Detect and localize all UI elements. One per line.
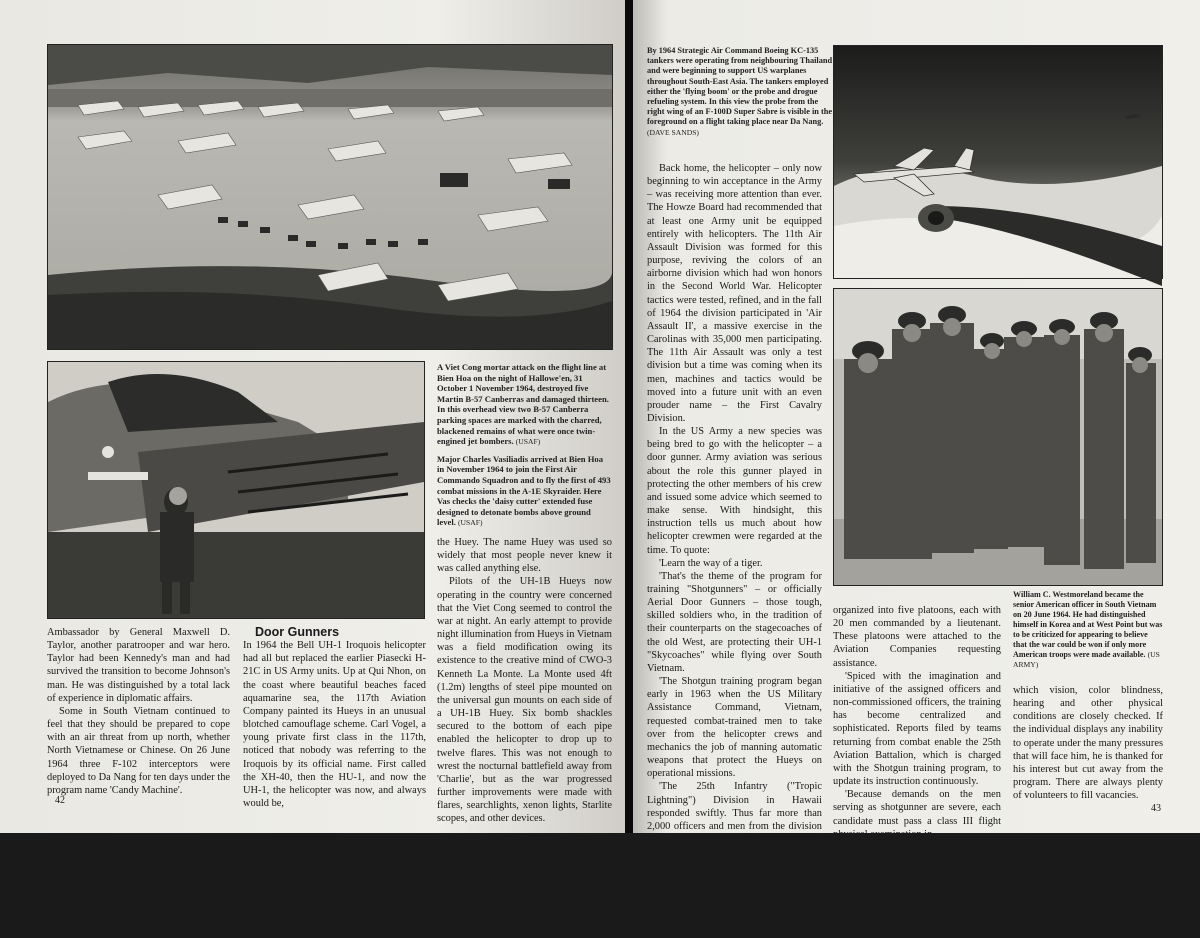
right-column-1: Back home, the helicopter – only now beginning to win acceptance in the Army – was receiving more attention than ever. The Howze Board had recommended that at least one Army unit be equipped entirely with helicopters. The 11th Air Assault Division was formed for this purpose, reviving the colors of an airborne division which had won honors in the Second World War. Helicopter tactics were tested, refined, and in the fall of 1964 the division participated in 'Air Assault II', a massive exercise in the Carolinas with 35,000 men participating. The 11th Air Assault was only a test division but a time was coming when its men, machines and tactics would be moved into a future unit with an even prouder name – the First Cavalry Division. In the US Army a new species was being bred to go with the helicopter – a door gunner. Army aviation was serious about the role this gunner played in protecting the other members of his crew and issued some advice which seemed to make sense. With hindsight, this instruction tells us much about how helicopter crewmen were regarded at the time. To quote: 'Learn the way of a tiger. 'That's the theme of the program for training "Shotgunners" – or officially Aerial Door Gunners – those tough, skilled soldiers who, in the tradition of their counterparts on the stagecoaches of the old West, are protecting their UH-1 "Skycoaches" while flying over South Vietnam. 'The Shotgun training program began early in 1963 when the US Military Assistance Command, Vietnam, requested combat-trained men to take over from the helicopter crews and mechanics the job of manning automatic weapons that protect the Hueys on operational missions. 'The 25th Infantry ("Tropic Lightning") Division in Hawaii responded swiftly. Thus far more than 2,000 officers and men from the division have completed this training and have seen action across the sights of their machine-guns. Thirteen of them have given their lives. More than 100 have been wounded. 'From its inception the Shotgun program has been entirely volunteer. Shotgun I was [647, 163, 822, 938]
westmoreland-photo [833, 288, 1163, 586]
skyraider-caption: Major Charles Vasiliadis arrived at Bien Hoa in November 1964 to join the First Air Commando Squadron and to fly the first of 493 combat missions in the A-1E Skyraider. Here Vas checks the 'daisy cutter' extended fuse designed to detonate bombs above ground level. [437, 453, 611, 528]
right-column-3: which vision, color blindness, hearing and other physical conditions are closely checked. If the individual displays any inability to operate under the many pressures that will face him, he is thanked for his interest but cut away from the program. There are always plenty of volunteers to fill vacancies. [1013, 685, 1163, 802]
tanker-caption: By 1964 Strategic Air Command Boeing KC-135 tankers were operating from neighbouring Thailand and were beginning to support US warplanes throughout South-East Asia. The tankers employed either the 'flying boom' or the probe and drogue refueling system. In this view the probe from the right wing of an F-100D Super Sabre is visible in the foreground on a flight taking place near Da Nang. (DAVE SANDS) [647, 46, 833, 137]
section-heading: Door Gunners [255, 625, 340, 639]
airfield-caption: A Viet Cong mortar attack on the flight line at Bien Hoa on the night of Hallowe'en, 31 October 1 November 1964, destroyed five Martin B-57 Canberras and damaged thirteen. In this overhead view two B-57 Canberra parking spaces are marked with the charred, blackened remains of what were once twin-engined jet bombers. (USAF) Major Charles Vasiliadis arrived at Bien Hoa in November 1964 to join the First Air Commando Squadron and to fly the first of 493 combat missions in the A-1E Skyraider. Here Vas checks the 'daisy cutter' extended fuse designed to detonate bombs above ground level. (USAF) [437, 362, 611, 528]
left-column-2: Door Gunners In 1964 the Bell UH-1 Iroquois helicopter had all but replaced the earlier Piasecki H-21C in US Army units. Up at Qui Nhon, on the coast where beautiful beaches faced aquamarine sea, the 117th Aviation Company painted its Hueys in an unusual blotched camouflage scheme. Carl Vogel, a young private first class in the 117th, noticed that nobody was referring to the Iroquois by its official name. First called the XH-40, then the HU-1, and now the UH-1, the helicopter was now, and always would be, [243, 625, 426, 810]
page-number-right: 43 [1151, 803, 1161, 814]
left-column-1: Ambassador by General Maxwell D. Taylor, another paratrooper and war hero. Taylor had been Kennedy's man and had survived the transition to become Johnson's man. He was distinguished by a total lack of experience in diplomatic affairs. Some in South Vietnam continued to feel that they should be prepared to cope with an air threat from up north, whether North Vietnamese or Chinese. On 26 June 1964 three F-102 interceptors were deployed to Da Nang for ten days under the program name 'Candy Machine'. [47, 627, 230, 796]
airfield-photo [47, 44, 613, 350]
left-page [0, 0, 625, 833]
right-page [633, 0, 1200, 938]
tanker-photo [833, 45, 1163, 279]
left-column-3: the Huey. The name Huey was used so widely that most people never knew it was called anything else. Pilots of the UH-1B Hueys now operating in the country were concerned that the Viet Cong seemed to control the war at night. An early attempt to provide night illumination from Hueys in Vietnam was a field modification owing its existence to the creative mind of CWO-3 Kenneth La Monte. La Monte used 4ft (1.2m) lengths of steel pipe mounted on the universal gun mounts on each side of a UH-1B Huey. Six bomb shackles secured to the bottom of each pipe enabled the helicopter to drop up to twelve flares. This was not enough to wrest the nocturnal battlefield away from 'Charlie', but as the war progressed further improvements were made with flares, searchlights, xenon lights, Starlite scopes, and other devices. [437, 537, 612, 825]
skyraider-photo [47, 361, 425, 619]
book-gutter [625, 0, 633, 833]
right-column-2: organized into five platoons, each with 20 men commanded by a lieutenant. These platoons were attached to the Aviation Companies requesting assistance. 'Spiced with the imagination and initiative of the assigned officers and non-commissioned officers, the training has become centralized and sophisticated. Reports filed by teams returning from combat enable the 25th Aviation Battalion, which is charged with the Shotgun training program, to update its instruction continuously. 'Because demands on the men serving as shotgunner are severe, each candidate must pass a class III flight physical examination in [833, 605, 1001, 840]
westmoreland-caption: William C. Westmoreland became the senior American officer in South Vietnam on 20 June 1964. He had distinguished himself in Korea and at West Point but was to be criticized for appearing to believe that the war could be won if only more American troops were made available. (US ARMY) [1013, 590, 1163, 669]
page-number-left: 42 [55, 795, 65, 806]
